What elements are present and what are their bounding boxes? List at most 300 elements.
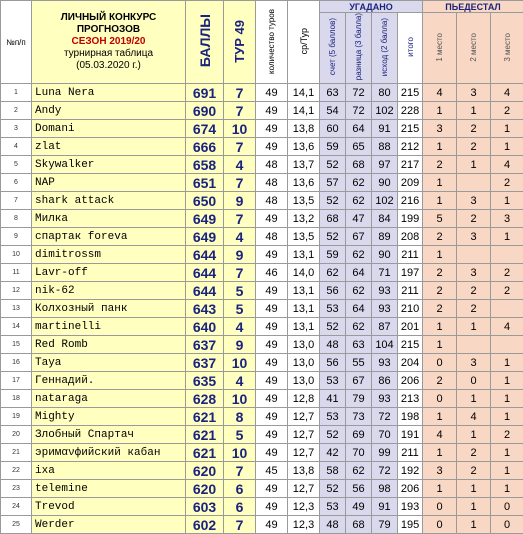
diff-cell: 64 [346,120,372,138]
avg-cell: 12,7 [288,480,320,498]
place1-cell: 1 [423,192,457,210]
avg-cell: 13,0 [288,354,320,372]
place3-header: 3 место [503,33,512,62]
total-cell: 213 [398,390,423,408]
place1-cell: 1 [423,444,457,462]
table-row [1,300,523,318]
place2-cell: 1 [457,318,491,336]
title-line2: ПРОГНОЗОВ [32,24,185,36]
total-cell: 198 [398,408,423,426]
tours-count-cell: 49 [256,282,288,300]
row-number: 11 [1,264,32,282]
place3-cell: 4 [491,156,523,174]
row-number: 20 [1,426,32,444]
table-header [1,1,523,84]
score-cell: 52 [320,480,346,498]
score-cell: 59 [320,246,346,264]
diff-cell: 70 [346,444,372,462]
table-row [1,192,523,210]
tour-points-cell: 6 [224,498,256,516]
place3-cell: 0 [491,498,523,516]
tour-points-cell: 10 [224,120,256,138]
score-cell: 59 [320,138,346,156]
score-cell: 52 [320,318,346,336]
outcome-cell: 91 [372,498,398,516]
place2-cell: 1 [457,390,491,408]
place1-cell: 0 [423,498,457,516]
place1-cell: 2 [423,372,457,390]
place2-cell: 1 [457,426,491,444]
score-cell: 52 [320,426,346,444]
participant-name: Andy [32,102,186,120]
diff-cell: 72 [346,84,372,102]
diff-cell: 68 [346,156,372,174]
place3-cell: 1 [491,408,523,426]
tour-points-cell: 10 [224,444,256,462]
row-number: 4 [1,138,32,156]
place2-cell: 3 [457,228,491,246]
place2-cell: 2 [457,210,491,228]
score-cell: 60 [320,120,346,138]
place1-cell: 2 [423,156,457,174]
total-cell: 206 [398,372,423,390]
outcome-cell: 86 [372,372,398,390]
score-cell: 68 [320,210,346,228]
avg-cell: 13,1 [288,246,320,264]
diff-cell: 49 [346,498,372,516]
diff-cell: 63 [346,336,372,354]
outcome-cell: 84 [372,210,398,228]
row-number: 21 [1,444,32,462]
row-number: 7 [1,192,32,210]
avg-cell: 14,1 [288,84,320,102]
place3-cell: 1 [491,120,523,138]
place3-cell: 1 [491,372,523,390]
avg-header: ср/Тур [299,28,309,54]
place1-cell: 1 [423,318,457,336]
table-row [1,138,523,156]
tour-points-cell: 9 [224,336,256,354]
diff-cell: 79 [346,390,372,408]
score-cell: 54 [320,102,346,120]
score-cell: 53 [320,498,346,516]
subtitle: турнирная таблица [32,48,185,60]
place1-cell: 0 [423,354,457,372]
row-number: 13 [1,300,32,318]
participant-name: zlat [32,138,186,156]
place1-cell: 3 [423,120,457,138]
total-cell: 192 [398,462,423,480]
tour-points-cell: 8 [224,408,256,426]
tours-count-cell: 49 [256,426,288,444]
tour-points-cell: 7 [224,264,256,282]
total-cell: 215 [398,336,423,354]
tours-count-cell: 49 [256,138,288,156]
total-cell: 195 [398,516,423,534]
tours-count-cell: 49 [256,336,288,354]
score-cell: 56 [320,354,346,372]
place1-cell: 2 [423,264,457,282]
points-cell: 637 [186,336,224,354]
place3-cell: 1 [491,390,523,408]
score-cell: 41 [320,390,346,408]
score-cell: 56 [320,282,346,300]
place3-cell: 4 [491,318,523,336]
total-cell: 211 [398,282,423,300]
place2-header: 2 место [469,33,478,62]
diff-cell: 64 [346,264,372,282]
participant-name: Милка [32,210,186,228]
place3-cell: 1 [491,480,523,498]
table-row [1,282,523,300]
diff-cell: 67 [346,228,372,246]
place2-cell [457,174,491,192]
total-cell: 201 [398,318,423,336]
table-row [1,84,523,102]
place2-cell: 3 [457,192,491,210]
points-cell: 621 [186,426,224,444]
row-number: 10 [1,246,32,264]
place2-cell: 4 [457,408,491,426]
row-number: 22 [1,462,32,480]
row-number: 19 [1,408,32,426]
place3-cell: 1 [491,354,523,372]
avg-cell: 13,1 [288,282,320,300]
avg-cell: 12,3 [288,516,320,534]
tour-points-cell: 7 [224,210,256,228]
total-cell: 209 [398,174,423,192]
participant-name: Геннадий. [32,372,186,390]
avg-cell: 12,7 [288,426,320,444]
score-cell: 53 [320,408,346,426]
table-row [1,336,523,354]
outcome-cell: 102 [372,102,398,120]
place3-cell: 4 [491,84,523,102]
score-cell: 52 [320,156,346,174]
avg-cell: 13,7 [288,156,320,174]
points-cell: 620 [186,480,224,498]
tour-points-cell: 4 [224,156,256,174]
score-cell: 53 [320,372,346,390]
outcome-cell: 89 [372,228,398,246]
avg-cell: 13,1 [288,318,320,336]
total-cell: 215 [398,84,423,102]
outcome-cell: 93 [372,282,398,300]
table-row [1,264,523,282]
points-cell: 628 [186,390,224,408]
participant-name: Luna Nera [32,84,186,102]
participant-name: Werder [32,516,186,534]
row-number: 5 [1,156,32,174]
points-cell: 649 [186,228,224,246]
row-number: 17 [1,372,32,390]
participant-name: Taya [32,354,186,372]
place1-cell: 3 [423,462,457,480]
points-cell: 640 [186,318,224,336]
row-number: 16 [1,354,32,372]
guessed-group-header: УГАДАНО [320,1,423,13]
table-row [1,354,523,372]
total-cell: 215 [398,120,423,138]
avg-cell: 13,5 [288,192,320,210]
place1-cell: 2 [423,282,457,300]
diff-cell: 56 [346,480,372,498]
row-number: 14 [1,318,32,336]
place2-cell: 2 [457,300,491,318]
total-cell: 208 [398,228,423,246]
avg-cell: 12,3 [288,498,320,516]
score-cell: 52 [320,192,346,210]
points-header: БАЛЛЫ [197,14,213,67]
score-cell: 52 [320,228,346,246]
points-cell: 620 [186,462,224,480]
score-cell: 53 [320,300,346,318]
place3-cell: 2 [491,264,523,282]
contest-title-block [32,1,186,84]
diff-cell: 72 [346,102,372,120]
place2-cell: 3 [457,84,491,102]
tours-count-cell: 49 [256,354,288,372]
row-number: 12 [1,282,32,300]
total-cell: 197 [398,264,423,282]
row-number: 2 [1,102,32,120]
place3-cell: 2 [491,102,523,120]
table-row [1,408,523,426]
table-date: (05.03.2020 г.) [32,60,185,72]
outcome-cell: 79 [372,516,398,534]
row-number: 9 [1,228,32,246]
tours-count-cell: 49 [256,498,288,516]
tours-count-header: количество туров [267,9,276,74]
participant-name: dimitrossm [32,246,186,264]
participant-name: shark attack [32,192,186,210]
tours-count-cell: 45 [256,462,288,480]
row-number: 6 [1,174,32,192]
avg-cell: 13,0 [288,336,320,354]
avg-cell: 13,8 [288,462,320,480]
tours-count-cell: 48 [256,228,288,246]
table-row [1,480,523,498]
tours-count-cell: 49 [256,444,288,462]
place3-cell [491,246,523,264]
score-cell: 48 [320,336,346,354]
total-cell: 210 [398,300,423,318]
place1-cell: 5 [423,210,457,228]
place3-cell: 1 [491,138,523,156]
tour-points-cell: 9 [224,192,256,210]
points-cell: 635 [186,372,224,390]
points-cell: 649 [186,210,224,228]
score-cell: 48 [320,516,346,534]
outcome-header: исход (2 балла) [380,18,389,76]
tours-count-cell: 49 [256,480,288,498]
avg-cell: 13,6 [288,138,320,156]
score-cell: 58 [320,462,346,480]
place1-cell: 1 [423,138,457,156]
place1-cell: 1 [423,174,457,192]
place2-cell: 2 [457,462,491,480]
row-number: 3 [1,120,32,138]
place2-cell: 1 [457,102,491,120]
num-header: №п/п [1,1,32,84]
tours-count-cell: 49 [256,210,288,228]
table-row [1,516,523,534]
tours-count-cell: 48 [256,174,288,192]
tours-count-cell: 48 [256,156,288,174]
tours-count-cell: 46 [256,264,288,282]
outcome-cell: 97 [372,156,398,174]
total-header: итого [406,37,415,57]
points-cell: 602 [186,516,224,534]
avg-cell: 12,8 [288,390,320,408]
place2-cell: 1 [457,156,491,174]
place2-cell: 1 [457,480,491,498]
place1-cell: 1 [423,336,457,354]
place2-cell [457,246,491,264]
participant-name: martinelli [32,318,186,336]
tour-points-cell: 7 [224,102,256,120]
points-cell: 644 [186,264,224,282]
place3-cell: 1 [491,462,523,480]
outcome-cell: 98 [372,480,398,498]
points-cell: 621 [186,444,224,462]
total-cell: 199 [398,210,423,228]
tour-points-cell: 5 [224,282,256,300]
tours-count-cell: 49 [256,102,288,120]
diff-cell: 68 [346,516,372,534]
place2-cell: 2 [457,282,491,300]
tour-points-cell: 9 [224,246,256,264]
table-row [1,444,523,462]
place2-cell: 1 [457,516,491,534]
place1-cell: 1 [423,408,457,426]
table-row [1,210,523,228]
place2-cell: 0 [457,372,491,390]
table-body [1,84,523,534]
tour-points-cell: 4 [224,228,256,246]
outcome-cell: 72 [372,462,398,480]
table-row [1,498,523,516]
season-label: СЕЗОН 2019/20 [32,36,185,48]
row-number: 18 [1,390,32,408]
tours-count-cell: 49 [256,246,288,264]
diff-cell: 67 [346,372,372,390]
table-row [1,228,523,246]
total-cell: 228 [398,102,423,120]
score-cell: 42 [320,444,346,462]
row-number: 25 [1,516,32,534]
points-cell: 651 [186,174,224,192]
diff-cell: 47 [346,210,372,228]
place2-cell [457,336,491,354]
tour-points-cell: 7 [224,462,256,480]
avg-cell: 13,6 [288,174,320,192]
diff-cell: 62 [346,462,372,480]
place3-cell: 1 [491,444,523,462]
outcome-cell: 70 [372,426,398,444]
title-line1: ЛИЧНЫЙ КОНКУРС [32,12,185,24]
row-number: 1 [1,84,32,102]
participant-name: Lavr-off [32,264,186,282]
place3-cell: 3 [491,210,523,228]
place3-cell [491,336,523,354]
score-header: счет (5 баллов) [328,18,337,75]
total-cell: 211 [398,246,423,264]
avg-cell: 13,8 [288,120,320,138]
participant-name: NAP [32,174,186,192]
diff-cell: 62 [346,318,372,336]
tours-count-cell: 49 [256,390,288,408]
points-cell: 650 [186,192,224,210]
outcome-cell: 80 [372,84,398,102]
points-cell: 621 [186,408,224,426]
participant-name: telemine [32,480,186,498]
table-row [1,156,523,174]
outcome-cell: 87 [372,318,398,336]
outcome-cell: 91 [372,120,398,138]
table-row [1,390,523,408]
table-row [1,120,523,138]
diff-cell: 62 [346,282,372,300]
tour-points-cell: 7 [224,138,256,156]
diff-cell: 62 [346,246,372,264]
total-cell: 191 [398,426,423,444]
row-number: 8 [1,210,32,228]
total-cell: 193 [398,498,423,516]
diff-cell: 73 [346,408,372,426]
participant-name: Trevod [32,498,186,516]
outcome-cell: 90 [372,174,398,192]
place3-cell: 1 [491,228,523,246]
points-cell: 658 [186,156,224,174]
points-cell: 643 [186,300,224,318]
participant-name: эримανфийский кабан [32,444,186,462]
tour-points-cell: 7 [224,84,256,102]
outcome-cell: 93 [372,390,398,408]
participant-name: Колхозный панк [32,300,186,318]
place3-cell: 1 [491,192,523,210]
diff-cell: 69 [346,426,372,444]
table-row [1,174,523,192]
avg-cell: 13,0 [288,372,320,390]
tour-points-cell: 7 [224,516,256,534]
participant-name: Злобный Спартач [32,426,186,444]
tours-count-cell: 49 [256,84,288,102]
row-number: 24 [1,498,32,516]
outcome-cell: 88 [372,138,398,156]
place1-cell: 1 [423,480,457,498]
total-cell: 206 [398,480,423,498]
outcome-cell: 102 [372,192,398,210]
score-cell: 57 [320,174,346,192]
place3-cell: 2 [491,174,523,192]
points-cell: 603 [186,498,224,516]
points-cell: 644 [186,282,224,300]
table-row [1,318,523,336]
points-cell: 690 [186,102,224,120]
tour-points-cell: 10 [224,354,256,372]
avg-cell: 13,2 [288,210,320,228]
place1-cell: 0 [423,390,457,408]
total-cell: 204 [398,354,423,372]
table-row [1,246,523,264]
participant-name: nataraga [32,390,186,408]
total-cell: 217 [398,156,423,174]
place1-cell: 1 [423,102,457,120]
diff-cell: 65 [346,138,372,156]
tours-count-cell: 49 [256,408,288,426]
diff-cell: 62 [346,192,372,210]
